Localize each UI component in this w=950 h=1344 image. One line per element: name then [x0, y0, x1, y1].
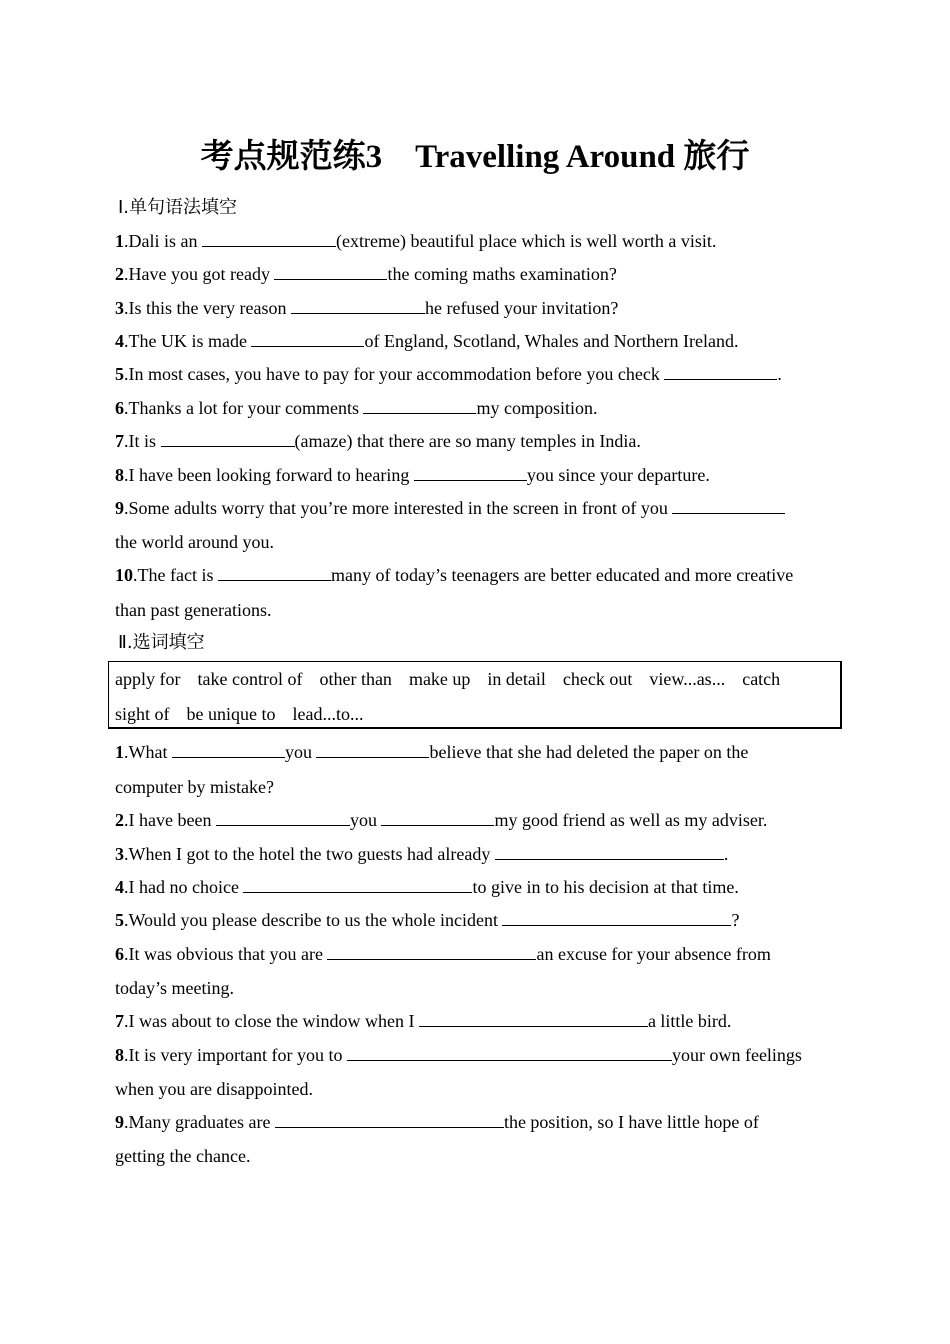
answer-blank[interactable] [161, 430, 295, 447]
answer-blank[interactable] [414, 464, 527, 481]
word-bank-item: view...as... [649, 669, 726, 689]
word-question-8-continued: when you are disappointed. [115, 1079, 313, 1099]
grammar-question-10: 10.The fact is many of today’s teenagers are better educated and more creative [115, 565, 794, 585]
page-title: 考点规范练3 Travelling Around 旅行 [200, 139, 750, 175]
word-bank-item: in detail [487, 669, 546, 689]
word-bank-item: lead...to... [292, 704, 364, 724]
grammar-question-3: 3.Is this the very reason he refused your invitation? [115, 298, 619, 318]
word-bank-item: apply for [115, 669, 181, 689]
word-question-6-continued: today’s meeting. [115, 978, 234, 998]
grammar-question-9-continued: the world around you. [115, 532, 274, 552]
word-bank-item: sight of [115, 704, 170, 724]
answer-blank[interactable] [216, 809, 350, 826]
word-bank-item: be unique to [186, 704, 276, 724]
grammar-question-5: 5.In most cases, you have to pay for your accommodation before you check . [115, 364, 782, 384]
word-bank-item: catch [742, 669, 781, 689]
word-question-6: 6.It was obvious that you are an excuse for your absence from [115, 944, 771, 964]
word-bank-row-2 [115, 702, 363, 726]
section-heading-grammar: Ⅰ.单句语法填空 [118, 197, 238, 218]
word-bank-item: take control of [197, 669, 303, 689]
word-question-1-continued: computer by mistake? [115, 777, 274, 797]
answer-blank[interactable] [327, 943, 536, 960]
answer-blank[interactable] [347, 1044, 672, 1061]
word-question-9: 9.Many graduates are the position, so I have little hope of [115, 1112, 759, 1132]
word-bank-row-1 [115, 667, 780, 691]
word-question-5: 5.Would you please describe to us the whole incident ? [115, 910, 740, 930]
answer-blank[interactable] [502, 909, 731, 926]
word-question-1: 1.What you believe that she had deleted the paper on the [115, 742, 749, 762]
answer-blank[interactable] [363, 397, 476, 414]
answer-blank[interactable] [291, 297, 425, 314]
word-question-3: 3.When I got to the hotel the two guests had already . [115, 844, 729, 864]
answer-blank[interactable] [218, 564, 331, 581]
answer-blank[interactable] [381, 809, 494, 826]
answer-blank[interactable] [672, 497, 785, 514]
grammar-question-10-continued: than past generations. [115, 600, 272, 620]
answer-blank[interactable] [419, 1010, 648, 1027]
grammar-question-4: 4.The UK is made of England, Scotland, Whales and Northern Ireland. [115, 331, 739, 351]
word-bank-item: check out [562, 669, 633, 689]
word-bank-box [108, 661, 842, 729]
word-bank-item: other than [319, 669, 392, 689]
section-heading-word-choice: Ⅱ.选词填空 [118, 632, 205, 653]
word-question-4: 4.I had no choice to give in to his decision at that time. [115, 877, 739, 897]
grammar-question-7: 7.It is (amaze) that there are so many temples in India. [115, 431, 641, 451]
grammar-question-1: 1.Dali is an (extreme) beautiful place which is well worth a visit. [115, 231, 717, 251]
answer-blank[interactable] [664, 363, 777, 380]
answer-blank[interactable] [243, 876, 472, 893]
grammar-question-6: 6.Thanks a lot for your comments my composition. [115, 398, 598, 418]
answer-blank[interactable] [274, 263, 387, 280]
answer-blank[interactable] [172, 741, 285, 758]
grammar-question-8: 8.I have been looking forward to hearing you since your departure. [115, 465, 710, 485]
word-bank-item: make up [408, 669, 471, 689]
word-question-2: 2.I have been you my good friend as well as my adviser. [115, 810, 768, 830]
answer-blank[interactable] [202, 230, 336, 247]
answer-blank[interactable] [251, 330, 364, 347]
answer-blank[interactable] [495, 843, 724, 860]
word-question-8: 8.It is very important for you to your own feelings [115, 1045, 802, 1065]
grammar-question-9: 9.Some adults worry that you’re more interested in the screen in front of you [115, 496, 785, 520]
grammar-question-2: 2.Have you got ready the coming maths examination? [115, 264, 617, 284]
answer-blank[interactable] [316, 741, 429, 758]
word-question-9-continued: getting the chance. [115, 1146, 251, 1166]
answer-blank[interactable] [275, 1111, 504, 1128]
word-question-7: 7.I was about to close the window when I a little bird. [115, 1011, 732, 1031]
